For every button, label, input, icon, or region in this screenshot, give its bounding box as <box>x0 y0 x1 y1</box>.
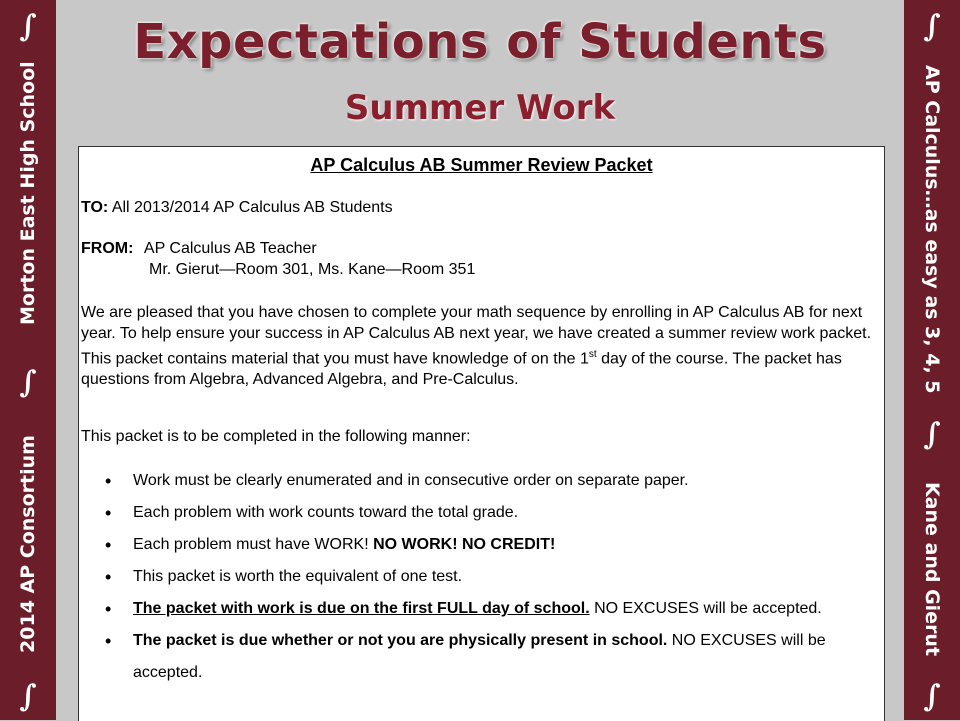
slide-subtitle: Summer Work <box>344 88 616 128</box>
integral-symbol-icon: ∫ <box>19 9 37 44</box>
list-item: • Each problem with work counts toward the total grade. <box>79 497 884 529</box>
to-value: All 2013/2014 AP Calculus AB Students <box>111 199 393 216</box>
bullet-emphasis: The packet with work is due on the first FULL day of school. <box>133 600 590 617</box>
intro-text: We are pleased that you have chosen to complete your math sequence by enrolling in AP Calculus AB for next year. To help ensure your success in AP Calculus AB next year, we have created a summer review work packet. This packet contains material that you must have knowledge of on the 1 <box>81 304 872 368</box>
integral-symbol-icon: ∫ <box>19 365 37 400</box>
list-item: • Work must be clearly enumerated and in consecutive order on separate paper. <box>79 465 884 497</box>
slide-title: Expectations of Students <box>133 14 827 70</box>
integral-symbol-icon: ∫ <box>923 417 941 452</box>
from-label: FROM: <box>81 240 134 257</box>
integral-symbol-icon: ∫ <box>19 679 37 714</box>
list-item: • This packet is worth the equivalent of one test. <box>79 561 884 593</box>
document-title: AP Calculus AB Summer Review Packet <box>310 155 653 175</box>
bullet-emphasis: NO WORK! NO CREDIT! <box>373 536 556 553</box>
to-line <box>81 199 393 217</box>
integral-symbol-icon: ∫ <box>923 679 941 714</box>
teacher-names: Kane and Gierut <box>921 481 943 657</box>
list-item <box>79 625 884 689</box>
left-banner <box>0 0 56 720</box>
from-line <box>81 240 317 258</box>
document-page <box>78 146 885 721</box>
to-label: TO: <box>81 199 109 216</box>
from-value-rooms: Mr. Gierut—Room 301, Ms. Kane—Room 351 <box>149 261 476 278</box>
bullet-text: Each problem must have WORK! <box>133 536 374 553</box>
consortium-label: 2014 AP Consortium <box>17 435 39 653</box>
manner-heading: This packet is to be completed in the following manner: <box>81 428 471 445</box>
course-tagline: AP Calculus…as easy as 3, 4, 5 <box>921 65 943 394</box>
intro-paragraph <box>81 302 885 390</box>
bullet-text: NO EXCUSES will be accepted. <box>133 632 826 681</box>
intro-text-end: day of the course. The packet has questions from Algebra, Advanced Algebra, and Pre-Calculus. <box>81 350 842 389</box>
list-item <box>79 529 884 561</box>
requirements-list <box>79 465 884 689</box>
bullet-emphasis: The packet is due whether or not you are physically present in school. <box>133 632 668 649</box>
list-item <box>79 593 884 625</box>
bullet-text: NO EXCUSES will be accepted. <box>589 600 822 617</box>
intro-superscript: st <box>588 349 597 360</box>
integral-symbol-icon: ∫ <box>923 9 941 44</box>
from-value: AP Calculus AB Teacher <box>143 240 317 257</box>
right-banner <box>904 0 960 720</box>
school-name: Morton East High School <box>17 61 39 325</box>
